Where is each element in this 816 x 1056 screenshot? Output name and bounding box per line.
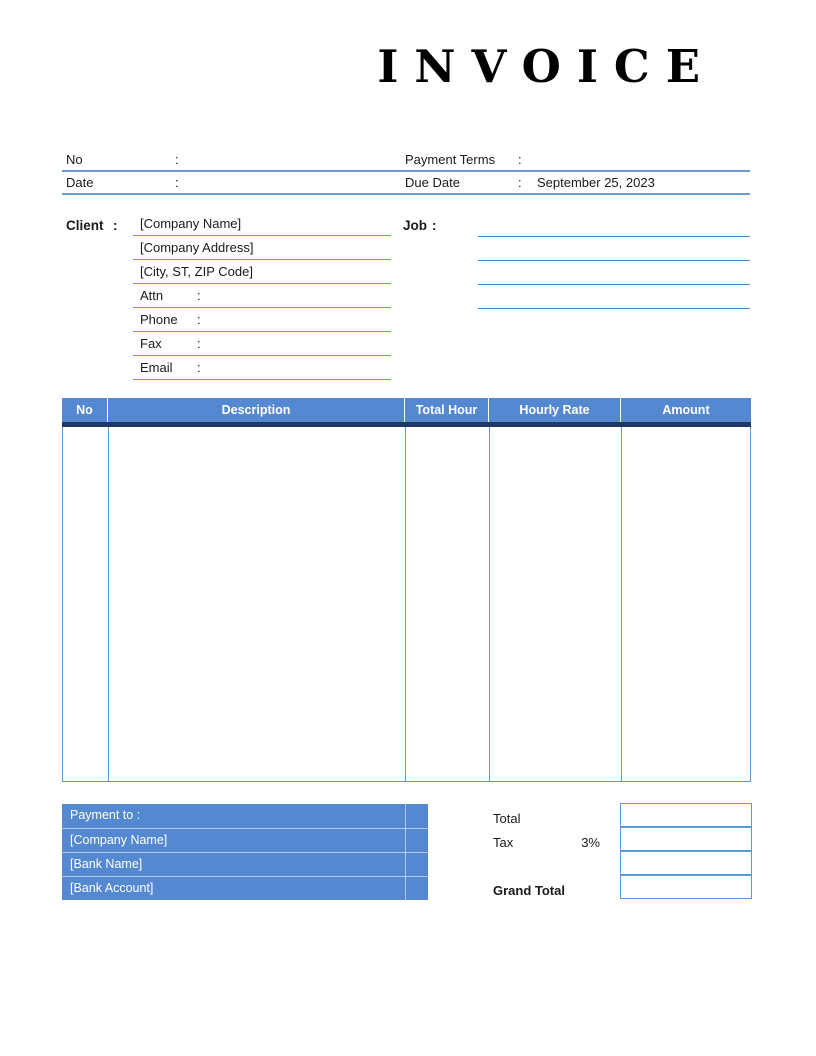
col-header-amount: Amount	[620, 398, 751, 422]
tax-label: Tax	[493, 835, 514, 850]
date-colon: :	[175, 175, 179, 190]
client-company-address: [Company Address]	[140, 240, 254, 255]
body-col-hourly-rate[interactable]	[489, 427, 621, 781]
col-header-hourly-rate: Hourly Rate	[488, 398, 620, 422]
client-phone-field[interactable]	[133, 308, 391, 332]
payment-title: Payment to :	[70, 808, 141, 822]
payment-terms-label: Payment Terms	[405, 152, 496, 167]
col-header-description: Description	[107, 398, 404, 422]
job-line-3[interactable]	[478, 260, 750, 285]
no-value-field[interactable]	[190, 152, 390, 170]
blank-amount-box[interactable]	[620, 851, 752, 875]
meta-divider-1	[62, 170, 750, 172]
payment-bank-name-row[interactable]	[62, 852, 428, 876]
phone-label: Phone	[140, 312, 178, 327]
email-label: Email	[140, 360, 173, 375]
date-label: Date	[66, 175, 94, 190]
tax-amount-box[interactable]	[620, 827, 752, 851]
no-colon: :	[175, 152, 179, 167]
client-company-name-field[interactable]	[133, 212, 391, 236]
items-table-header	[62, 398, 751, 422]
client-company-address-field[interactable]	[133, 236, 391, 260]
meta-divider-2	[62, 193, 750, 195]
payment-title-row	[62, 804, 428, 828]
job-line-2[interactable]	[478, 236, 750, 261]
payment-to-table	[62, 804, 428, 900]
client-email-field[interactable]	[133, 356, 391, 380]
body-col-description[interactable]	[108, 427, 405, 781]
no-label: No	[66, 152, 83, 167]
payment-side-cell	[405, 804, 428, 828]
phone-colon: :	[197, 312, 201, 327]
email-colon: :	[197, 360, 201, 375]
fax-colon: :	[197, 336, 201, 351]
body-col-total-hour[interactable]	[405, 427, 489, 781]
payment-terms-colon: :	[518, 152, 522, 167]
body-col-no[interactable]	[63, 427, 108, 781]
col-header-total-hour: Total Hour	[404, 398, 488, 422]
col-header-no: No	[76, 403, 93, 417]
payment-company-row[interactable]	[62, 828, 428, 852]
client-attn-field[interactable]	[133, 284, 391, 308]
payment-terms-value-field[interactable]	[535, 152, 735, 170]
body-col-amount[interactable]	[621, 427, 750, 781]
tax-rate-value[interactable]: 3%	[581, 835, 600, 850]
job-line-4[interactable]	[478, 284, 750, 309]
payment-company-name: [Company Name]	[70, 833, 168, 847]
grand-total-label: Grand Total	[493, 883, 565, 898]
totals-boxes	[620, 803, 752, 899]
attn-label: Attn	[140, 288, 164, 303]
total-amount-box[interactable]	[620, 803, 752, 827]
payment-side-cell	[405, 829, 428, 852]
payment-side-cell	[405, 853, 428, 876]
client-city-field[interactable]	[133, 260, 391, 284]
client-label: Client	[66, 218, 104, 233]
payment-bank-account-row[interactable]	[62, 876, 428, 900]
client-colon: :	[113, 218, 118, 233]
page-title: INVOICE	[377, 40, 716, 93]
items-table-body	[62, 427, 751, 782]
attn-colon: :	[197, 288, 201, 303]
due-date-colon: :	[518, 175, 522, 190]
fax-label: Fax	[140, 336, 162, 351]
payment-side-cell	[405, 877, 428, 900]
payment-bank-account: [Bank Account]	[70, 881, 154, 895]
grand-total-amount-box[interactable]	[620, 875, 752, 899]
client-city-line: [City, ST, ZIP Code]	[140, 264, 253, 279]
job-colon: :	[432, 218, 437, 233]
due-date-label: Due Date	[405, 175, 460, 190]
total-label: Total	[493, 811, 521, 826]
date-value-field[interactable]	[190, 175, 390, 193]
job-label: Job	[403, 218, 428, 233]
job-line-1[interactable]	[478, 212, 750, 237]
payment-bank-name: [Bank Name]	[70, 857, 143, 871]
client-company-name: [Company Name]	[140, 216, 242, 231]
client-fax-field[interactable]	[133, 332, 391, 356]
due-date-value[interactable]: September 25, 2023	[537, 175, 655, 190]
